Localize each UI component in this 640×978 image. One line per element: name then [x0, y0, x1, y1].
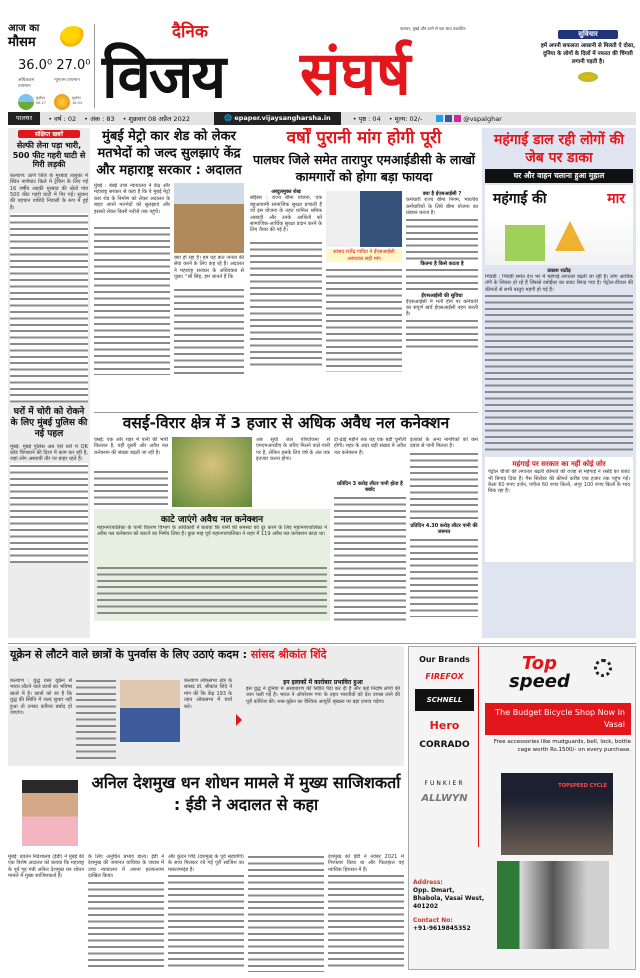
brand-schnell: SCHNELL [415, 689, 474, 711]
text-block [326, 267, 402, 372]
city-label: पालघर [8, 112, 40, 125]
shop-front-photo [501, 773, 613, 855]
cartoon-text-b: मार [607, 191, 625, 207]
vasai-section [94, 414, 478, 642]
issue: • अंक : 83 [84, 115, 115, 123]
page-number: • पृष्ठ : 04 [352, 115, 381, 123]
text-block [97, 565, 327, 615]
sunset-icon [54, 94, 70, 110]
min-temp: 27.0⁰ [56, 58, 91, 73]
ukraine-story [8, 646, 404, 766]
contact-label: Contact No: [413, 917, 453, 924]
metro-headline: मुंबई मेट्रो कार शेड को लेकर मतभेदों को जल्द सुलझाएं केंद्र और महाराष्ट्र सरकार : अदालत [96, 129, 242, 178]
main-body: बोईसर : राज्य बीमा योजना, एक बहुआयामी सामाजिक सुरक्षा प्रणाली है जो इस योजना के तहत शामिल श्रमिक आबादी और उनके आश्रितों को सामाजिक-आर्थिक सुरक्षा प्रदान करने के लिए तैयार की गई है। [250, 195, 322, 234]
twitter-icon[interactable] [436, 115, 443, 122]
address-label: Address: [413, 879, 443, 886]
ukraine-body: कल्याण : युद्ध ग्रस्त यूक्रेन से भारत लौटने वाले छात्रों का भविष्य खतरे में है। छात्रों को डर है कि युद्ध की स्थिति में जल्द सुधार नहीं हुआ तो उनका करियर बर्बाद हो जाएगा। [10, 678, 72, 717]
flower-icon [578, 72, 598, 82]
vasai-subbox [94, 509, 330, 621]
text-block [76, 678, 116, 762]
inflation-box-title: महंगाई पर सरकार का नहीं कोई जोर [512, 460, 606, 469]
deshmukh-body: मुंबई: प्रवर्तन निदेशालय (ईडी) ने मुंबई की एक विशेष अदालत को बताया कि महाराष्ट्र के पूर्व गृह मंत्री अनिल देशमुख धन शोधन मामले में मुख्य साजिशकर्ता हैं। [8, 854, 84, 880]
ukraine-headline-red: सांसद श्रीकांत शिंदे [250, 648, 327, 661]
topspeed-logo [509, 655, 570, 691]
sunrise-label: सूर्योदय [36, 96, 46, 100]
main-subbody-1: कर्मचारी राज्य बीमा निगम, भारतीय कर्मचारियों के लिये बीमा योजना का प्रबंधन करता है। [406, 197, 478, 217]
main-byline: अब्दुलमुक्त शेख [271, 189, 301, 196]
main-subhead-1: क्या है ईएसआईसी ? [422, 191, 462, 198]
masthead-name-black: विजय [102, 42, 225, 112]
metro-body-2: क्या हो रहा है। हम यह बात जनता की सेवा करने के लिए कह रहे हैं। अदालत ने महाराष्ट्र सरकार के अधिवक्ता से पूछा। "श्री सिंह, हम जानते हैं कि [174, 255, 244, 281]
ukraine-headline-black: यूक्रेन से लौटने वाले छात्रों के पुनर्वास के लिए उठाएं कदम : [10, 648, 248, 661]
inflation-box-body: पेट्रोल चीजों की लगातार बढ़ती कीमतों की वजह से महंगाई ने रसोई का बजट भी बिगाड़ दिया है। गैस सिलेंडर की कीमतें करीब एक हजार तक पहुंच गई। केला 60 रुपए दर्जन, पपीता 60 रुपए किलो, अंगूर 100 रुपए किलो के भाव बिक रहा है। [488, 469, 630, 495]
arrow-up-icon [555, 221, 585, 251]
inflation-byline: प्रकाश राठौड़ [547, 268, 571, 274]
weather-title-1: आज का [8, 23, 40, 34]
info-bar [8, 112, 636, 125]
ukraine-side-title: इन इलाकों में कारोबार प्रभावित हुआ [283, 679, 363, 686]
brands-title: Our Brands [419, 655, 470, 664]
water-tap-photo [172, 437, 252, 507]
contact-number: +91-9619845352 [413, 925, 471, 932]
website-link[interactable]: 🌐 epaper.vijaysangharsha.in [214, 112, 341, 125]
website-text: epaper.vijaysangharsha.in [234, 114, 331, 122]
address: Opp. Dmart, Bhabola, Vasai West, 401202 [413, 887, 485, 910]
logo-speed: speed [509, 671, 570, 692]
masthead-tagline: पालघर, मुंबई और ठाणे से एक साथ प्रकाशित [400, 26, 466, 31]
deshmukh-body-3: और कुंदन शिंदे (देशमुख के पूर्व सहयोगी) के साथ मिलकर रचे गई पूरी साजिश का मास्टरमाइंड हैं। [168, 854, 244, 873]
mp-photo [326, 191, 402, 247]
sunrise-time: 06.27 [36, 101, 47, 105]
vasai-body: वसई: एक ओर शहर में पानी की भारी किल्लत है, वहीं दूसरी ओर अवैध नल कनेक्शन की संख्या बढ़ती जा रही है। [94, 437, 168, 456]
inflation-body: भिवंडी : भिवंडी समेत देश भर में महंगाई लगातार बढ़ती जा रही है। लोग आर्थिक तंगी के शिकार हो रहे हैं जिससे रसोईघर का बजट बिगड़ गया है। पेट्रोल-डीजल की कीमतों से सभी वस्तुएं महंगी हो गई हैं। [485, 274, 633, 293]
min-label: न्यूनतम तापमान [54, 78, 80, 83]
logo-top: Top [521, 653, 558, 674]
shop-sign: TOPSPEED CYCLE [558, 783, 607, 789]
brief-news-column [8, 128, 90, 638]
suvichar-box [540, 30, 636, 82]
price: • मूल्य: 02/- [388, 115, 423, 123]
brand-funkier: FUNKIER [424, 780, 465, 787]
deshmukh-story [8, 770, 404, 975]
text-block [248, 854, 324, 972]
shrikant-shinde-photo [120, 680, 180, 742]
vasai-subbody: महानगरपालिका के पानी वितरण विभाग के अधिकारी ने बताया कि पानी की समस्या को दूर करने के लिए महानगरपालिका ने अवैध नल कनेक्शन को काटने का निर्णय लिया है। कुछ माह पूर्व महानगरपालिका ने शहर में 119 अवैध नल कनेक्शन काटा था। [97, 525, 327, 538]
max-temp: 36.0⁰ [18, 58, 53, 73]
suvichar-label: सुविचार [558, 30, 618, 39]
sunset-time: 18.54 [72, 101, 83, 105]
advertisement[interactable] [408, 646, 636, 970]
inflation-cartoon [485, 185, 633, 265]
text-block [410, 451, 478, 521]
deshmukh-body-4: देशमुख को ईडी ने नवंबर 2021 में गिरफ्तार किया था और फिलहाल वह न्यायिक हिरासत में हैं। [328, 854, 404, 873]
main-kicker: वर्षों पुरानी मांग होगी पूरी [286, 128, 442, 148]
text-block [328, 873, 404, 968]
suvichar-text: हमें अपनी सफलता आसानी से मिलती ऐ दोस्त, दुनिया के लोगों के दिलों में नफरत की चिंगारी लगानी पड़ती है। [540, 43, 636, 65]
text-block [88, 880, 164, 970]
date: • शुक्रवार 08 अप्रैल 2022 [122, 115, 190, 123]
main-subhead-3: ईएसआईसी की सुविधा [421, 292, 463, 299]
ukraine-body-2: कल्याण लोकसभा क्षेत्र के सांसद डॉ. श्रीकांत शिंदे ने मांग की कि केंद्र 193 के तहत लोकसभा में चर्चा करे। [184, 678, 232, 710]
text-block [406, 267, 478, 293]
vasai-col4: दो-ढाई महीने तक यह एक बड़ी चुनौती होगी। शहर के अंदर बड़ी संख्या में अवैध नल कनेक्शन हैं। [334, 437, 406, 456]
high-court-photo [174, 183, 244, 253]
sunrise-icon [18, 94, 34, 110]
divider [94, 412, 478, 413]
brief-body-1: कल्याण: ठाणे जिले के मुरबाड तालुका में स्थित नाणेघाट किले में ट्रेकिंग के लिए गई 16 वर्षीय लड़की मुरबाड की खेतो गांव 500 फीट गहरी घाटी में गिर गई। सूचना की पहचान वाशिंदे निवासी के रूप में हुई है। [10, 172, 88, 211]
bicycle-gear-icon [594, 659, 612, 677]
brief-body-2: मुंबई: मुंबई पुलिस अब ऐसे घरों में QR कोड चिपकाने की दिशा में काम कर रही है, जहां लोग अस्थायी तौर पर बाहर रहते हैं। [10, 443, 88, 463]
text-block [406, 318, 478, 348]
cartoon-text-a: महंगाई की [493, 191, 547, 207]
masthead-name-red: संघर्ष [300, 39, 411, 109]
main-subhead-2: कितना है किसे कटता है [420, 260, 464, 267]
text-block [10, 213, 88, 403]
brand-hero: Hero [429, 719, 460, 732]
text-block [174, 287, 244, 377]
divider [8, 643, 636, 644]
text-block [94, 225, 170, 375]
metro-story [94, 128, 244, 408]
main-headline: पालघर जिले समेत तारापुर एमआईडीसी के लाखों कामगारों को होगा बड़ा फायदा [252, 152, 476, 185]
text-block [168, 873, 244, 968]
arrow-icon [236, 714, 242, 726]
text-block [485, 293, 633, 453]
main-story [250, 128, 478, 410]
ad-offer: Free accessories like mudguards, bell, lock, bottle cage worth Rs.1500/- on every purchase. [493, 739, 631, 753]
weather-title-2: मौसम [8, 35, 36, 50]
social-handle[interactable]: @vspalghar [463, 114, 502, 123]
vasai-subhead-3: प्रतिदिन 4.30 करोड़ लीटर पानी की जरूरत [410, 523, 478, 535]
sun-cloud-icon [60, 26, 86, 48]
deshmukh-photo [22, 780, 78, 846]
brief-news-tag: संक्षिप्त खबरें [18, 130, 80, 138]
max-label: अधिकतम तापमान [18, 78, 35, 89]
text-block [94, 469, 168, 507]
sunset-label: सूर्यास्त [72, 96, 81, 100]
year: • वर्ष : 02 [48, 115, 77, 123]
main-subbody-3: ईएसआईसी में भर्ती होने पर कर्मचारी का संपूर्ण खर्च ईएसआईसी वहन करती है। [406, 298, 478, 318]
brand-firefox: FIREFOX [425, 672, 464, 681]
text-block [410, 537, 478, 617]
masthead-prefix: दैनिक [172, 22, 208, 42]
inflation-story [482, 128, 636, 638]
text-block [334, 495, 406, 621]
vasai-story [94, 437, 478, 623]
brand-corrado: CORRADO [419, 740, 470, 750]
facebook-icon[interactable] [445, 115, 452, 122]
brief-headline-2: घरों में चोरी को रोकने के लिए मुंबई पुलिस की नई पहल [10, 407, 88, 439]
text-block [250, 240, 322, 370]
deshmukh-body-2: के लिए अनुचित प्रभाव डाला। ईडी ने देशमुख की जमानत याचिका के जवाब में उच्च न्यायालय में अपना हलफनामा दाखिल किया। [88, 854, 164, 880]
ukraine-side-body: इस युद्ध ने दुनिया में असाधारण की स्थिति पैदा कर दी है और कई निर्दोष लोगों की जान चली गई है। भारत ने ऑपरेशन गंगा के तहत भारतीयों को देश वापस लाने की पूरी कोशिश की। रूस-यूक्रेन का वैश्विक आपूर्ति श्रृंखला पर बड़ा प्रभाव पड़ेगा। [246, 686, 400, 705]
brand-allwyn: ALLWYN [421, 793, 468, 804]
inflation-box [485, 457, 633, 562]
vasai-headline: वसई-विरार क्षेत्र में 3 हजार से अधिक अवैध नल कनेक्शन [122, 414, 450, 432]
vasai-subhead: काटे जाएंगे अवैध नल कनेक्शन [160, 515, 264, 525]
text-block [406, 217, 478, 261]
fuel-pump-icon [505, 225, 545, 261]
vasai-col3: अब सूर्या जल परियोजना से एमएमआरडीए के जरिए मिलने वाले पानी पर है, लेकिन इसके लिए वर्ष के अंत तक इंतजार करना होगा। [256, 437, 330, 463]
weather-box [8, 22, 90, 112]
photo-caption: सांसद राजेंद्र गावित ने ईएसआईसी अस्पताल सही मांग [326, 249, 402, 262]
ad-banner: The Budget Bicycle Shop Now In Vasai [485, 703, 631, 735]
deshmukh-headline: अनिल देशमुख धन शोधन मामले में मुख्य साजिशकर्ता : ईडी ने अदालत से कहा [91, 773, 401, 814]
inflation-headline: महंगाई डाल रही लोगों की जेब पर डाका [493, 132, 625, 166]
brief-headline-1: सेल्फी लेना पड़ा भारी, 500 फीट गहरी घाटी से गिरी लड़की [12, 141, 86, 170]
vasai-col5: इलाकों के अन्य नागरिकों को कम दबाव से पानी मिलता है। [410, 437, 478, 450]
metro-body: मुंबई : बंबई उच्च न्यायालय ने केंद्र और महाराष्ट्र सरकार से कहा है कि वे मुंबई मेट्रो कार शेड के निर्माण को लेकर अदालत के बाहर अपने मतभेदों को सुलझाएं और इसको लेकर किसी नतीजे तक पहुंचें। [94, 183, 170, 215]
vasai-subhead-2: प्रतिदिन 3 करोड़ लीटर पानी होता है बर्बाद [337, 481, 403, 493]
divider [94, 24, 95, 108]
ukraine-headline [10, 648, 402, 661]
inflation-subhead: घर और वाहन चलाना हुआ मुहाल [485, 169, 633, 183]
text-block [10, 463, 88, 563]
shop-interior-photo [497, 861, 609, 949]
instagram-icon[interactable] [454, 115, 461, 122]
